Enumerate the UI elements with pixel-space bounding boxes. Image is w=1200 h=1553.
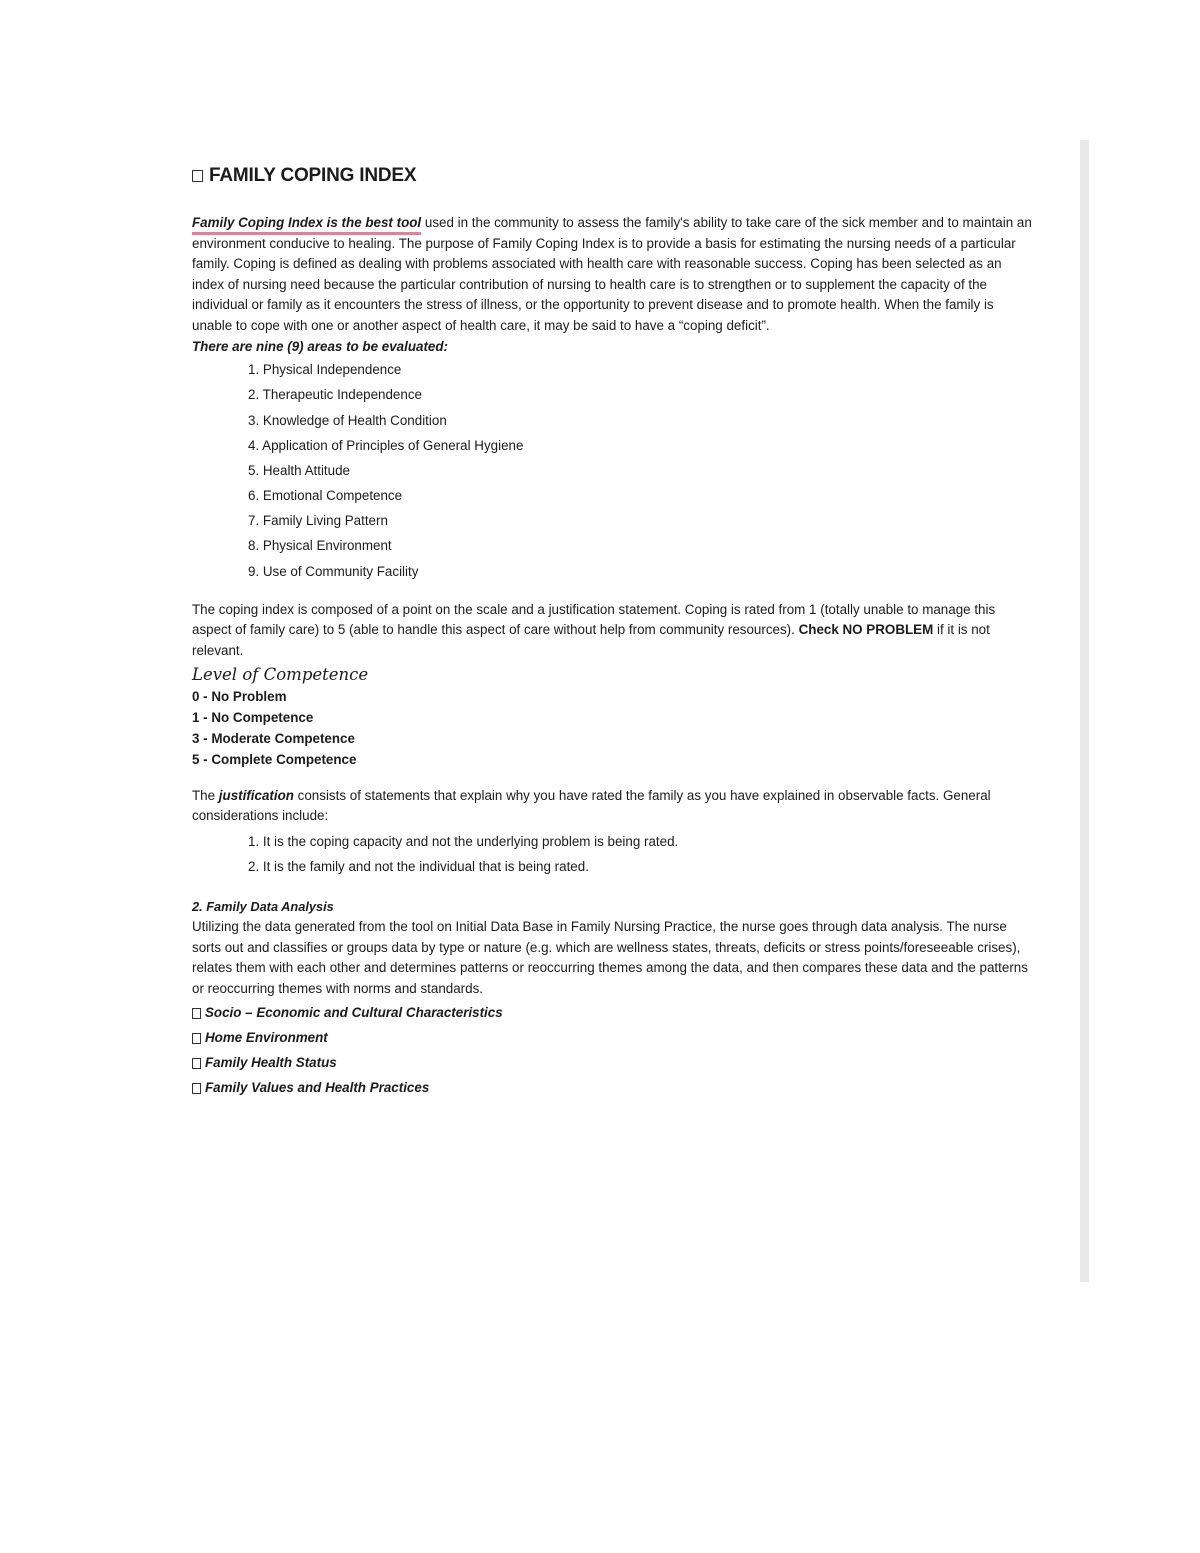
document-content (192, 163, 1032, 1100)
list-item: 7. Family Living Pattern (248, 513, 388, 529)
spacer (192, 770, 1032, 786)
missing-glyph-icon (192, 1083, 201, 1094)
vertical-scrollbar[interactable] (1080, 140, 1089, 1282)
justification-post: consists of statements that explain why you have rated the family as you have explained in observable facts. General considerations include: (192, 787, 991, 824)
list-item: 2. Therapeutic Independence (248, 387, 422, 403)
check-rest: if it is not relevant. (192, 622, 990, 659)
levels-list (192, 686, 1032, 770)
missing-glyph-icon (192, 1033, 201, 1044)
title-text: FAMILY COPING INDEX (209, 165, 417, 186)
missing-glyph-icon (192, 1058, 201, 1069)
list-item (192, 1050, 1032, 1075)
list-item: 3 - Moderate Competence (192, 730, 355, 746)
intro-text: used in the community to assess the family's ability to take care of the sick member and to maintain an environment conducive to healing. The purpose of Family Coping Index is to provide a basis for estimating the nursing needs of a particular family. Coping is defined as dealing with problems associated with health care with reasonable success. Coping has been selected as an index of nursing need because the particular contribution of nursing to health care is to strengthen or to supplement the capacity of the individual or family as it encounters the stress of illness, or the opportunity to prevent disease and to promote health. When the family is unable to cope with one or another aspect of health care, it may be said to have a “coping deficit”. (192, 215, 1032, 333)
rating-text: The coping index is composed of a point on the scale and a justification statement. Coping is rated from 1 (totally unable to manage this aspect of family care) to 5 (able to handle this aspect of care without help from community resources). (192, 601, 996, 638)
section-paragraph: Utilizing the data generated from the tool on Initial Data Base in Family Nursing Practice, the nurse goes through data analysis. The nurse sorts out and classifies or groups data by type or nature (e.g. which are wellness states, threats, deficits or stress points/foreseeable crises), relates them with each other and determines patterns or reoccurring themes among the data, and then compares these data and the patterns or reoccurring themes with norms and standards. (192, 919, 1028, 996)
missing-glyph-icon (192, 1008, 201, 1019)
list-item: 1. It is the coping capacity and not the underlying problem is being rated. (248, 833, 679, 849)
list-item-label: Family Values and Health Practices (205, 1080, 430, 1096)
list-item: 3. Knowledge of Health Condition (248, 412, 447, 428)
family-data-analysis-section (192, 897, 1032, 1100)
check-no-problem: Check NO PROBLEM (798, 622, 934, 638)
areas-heading: There are nine (9) areas to be evaluated: (192, 338, 449, 354)
list-item (192, 1025, 1032, 1050)
spacer (192, 584, 1032, 600)
list-item (192, 1000, 1032, 1025)
considerations-list (248, 829, 1032, 879)
intro-lead: Family Coping Index is the best tool (192, 215, 422, 230)
list-item: 8. Physical Environment (248, 538, 392, 554)
rating-paragraph (192, 600, 1032, 662)
list-item: 1. Physical Independence (248, 362, 402, 378)
list-item: 4. Application of Principles of General Hygiene (248, 437, 524, 453)
justification-emph: justification (218, 787, 294, 803)
justification-paragraph (192, 786, 1032, 827)
list-item-label: Socio – Economic and Cultural Characteristics (205, 1004, 503, 1020)
list-item (192, 1075, 1032, 1100)
section-heading: 2. Family Data Analysis (192, 899, 334, 915)
justification-pre: The (192, 787, 219, 803)
list-item: 2. It is the family and not the individual that is being rated. (248, 859, 589, 874)
missing-glyph-icon (192, 170, 203, 182)
list-item-label: Home Environment (205, 1029, 328, 1045)
list-item-label: Family Health Status (205, 1054, 337, 1070)
list-item: 5 - Complete Competence (192, 751, 357, 767)
list-item: 1 - No Competence (192, 709, 314, 725)
list-item: 6. Emotional Competence (248, 488, 403, 504)
characteristics-list (192, 1000, 1032, 1101)
intro-paragraph (192, 213, 1032, 337)
areas-list (248, 357, 1032, 584)
list-item: 9. Use of Community Facility (248, 563, 419, 579)
list-item: 5. Health Attitude (248, 462, 350, 478)
list-item: 0 - No Problem (192, 688, 287, 704)
level-heading: Level of Competence (192, 664, 369, 684)
page-title (192, 163, 1032, 189)
